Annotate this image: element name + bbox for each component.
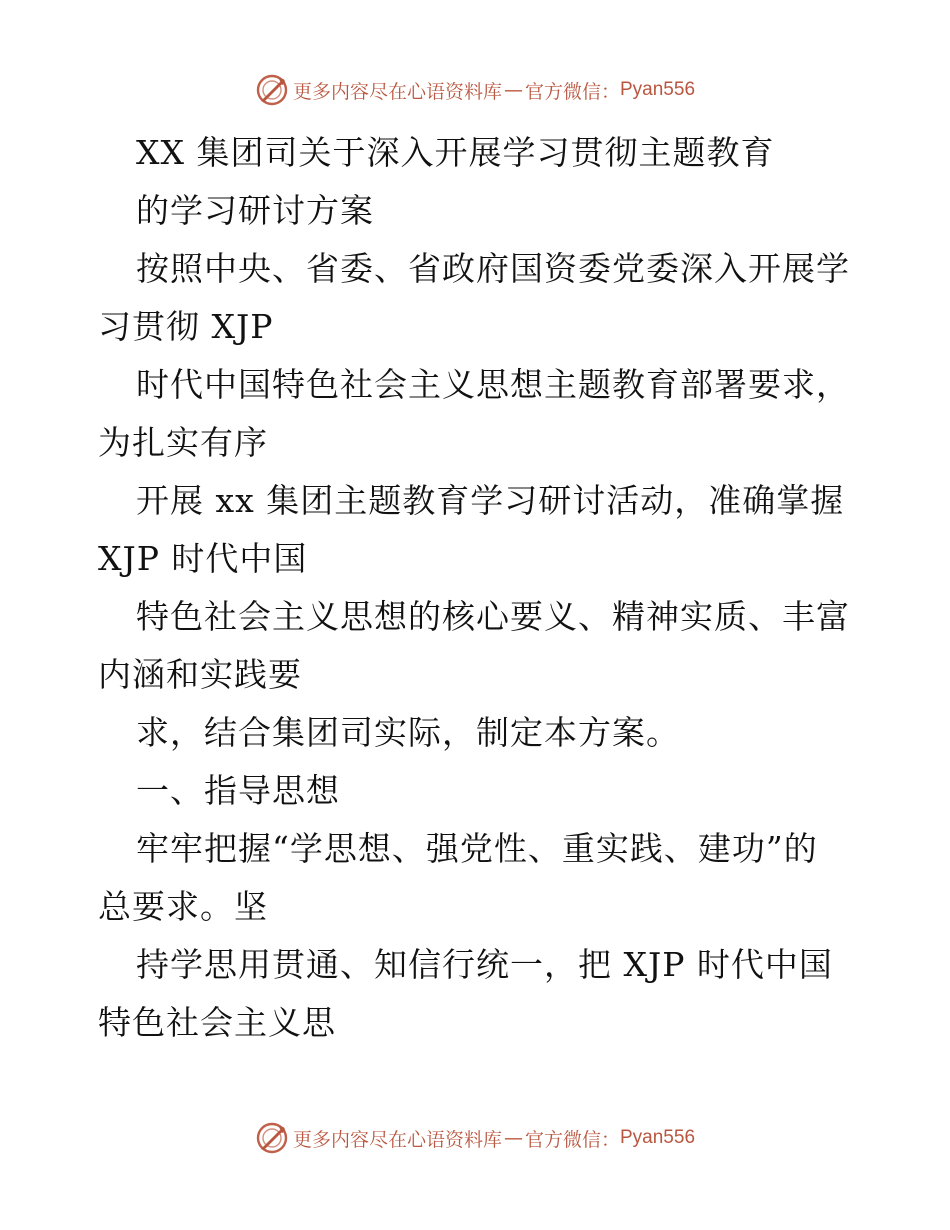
wechat-label: 官方微信： xyxy=(524,1128,620,1151)
text-line: 开展 xx 集团主题教育学习研讨活动，准确掌握 xyxy=(136,481,845,520)
text-line: 时代中国特色社会主义思想主题教育部署要求， xyxy=(136,365,850,404)
text-line: 的学习研讨方案 xyxy=(136,191,374,230)
wechat-label: 官方微信： xyxy=(524,80,620,103)
quill-logo-icon xyxy=(255,1121,289,1155)
text-line: 总要求。坚 xyxy=(98,887,268,926)
text-line: 习贯彻 XJP xyxy=(98,307,274,346)
site-name: 更多内容尽在心语资料库 xyxy=(292,80,502,103)
text-line: 求，结合集团司实际，制定本方案。 xyxy=(136,713,680,752)
text-line: 持学思用贯通、知信行统一，把 XJP 时代中国 xyxy=(136,945,833,984)
text-line: 内涵和实践要 xyxy=(98,655,302,694)
text-line: 一、指导思想 xyxy=(136,771,340,810)
separator-dash: — xyxy=(503,1127,523,1149)
wechat-id: Pyan556 xyxy=(620,79,696,100)
text-line: 为扎实有序 xyxy=(98,423,268,462)
site-name: 更多内容尽在心语资料库 xyxy=(292,1128,502,1151)
footer-watermark-banner xyxy=(0,1118,950,1158)
header-watermark-banner xyxy=(0,70,950,110)
text-line: 特色社会主义思 xyxy=(98,1003,336,1042)
separator-dash: — xyxy=(503,79,523,101)
text-line: 按照中央、省委、省政府国资委党委深入开展学 xyxy=(136,249,850,288)
text-line: XJP 时代中国 xyxy=(98,539,308,578)
text-line: 特色社会主义思想的核心要义、精神实质、丰富 xyxy=(136,597,850,636)
text-line: 牢牢把握“学思想、强党性、重实践、建功”的 xyxy=(136,829,818,868)
wechat-id: Pyan556 xyxy=(620,1127,696,1148)
document-body xyxy=(98,124,858,1052)
quill-logo-icon xyxy=(255,73,289,107)
text-line: XX 集团司关于深入开展学习贯彻主题教育 xyxy=(136,133,775,172)
